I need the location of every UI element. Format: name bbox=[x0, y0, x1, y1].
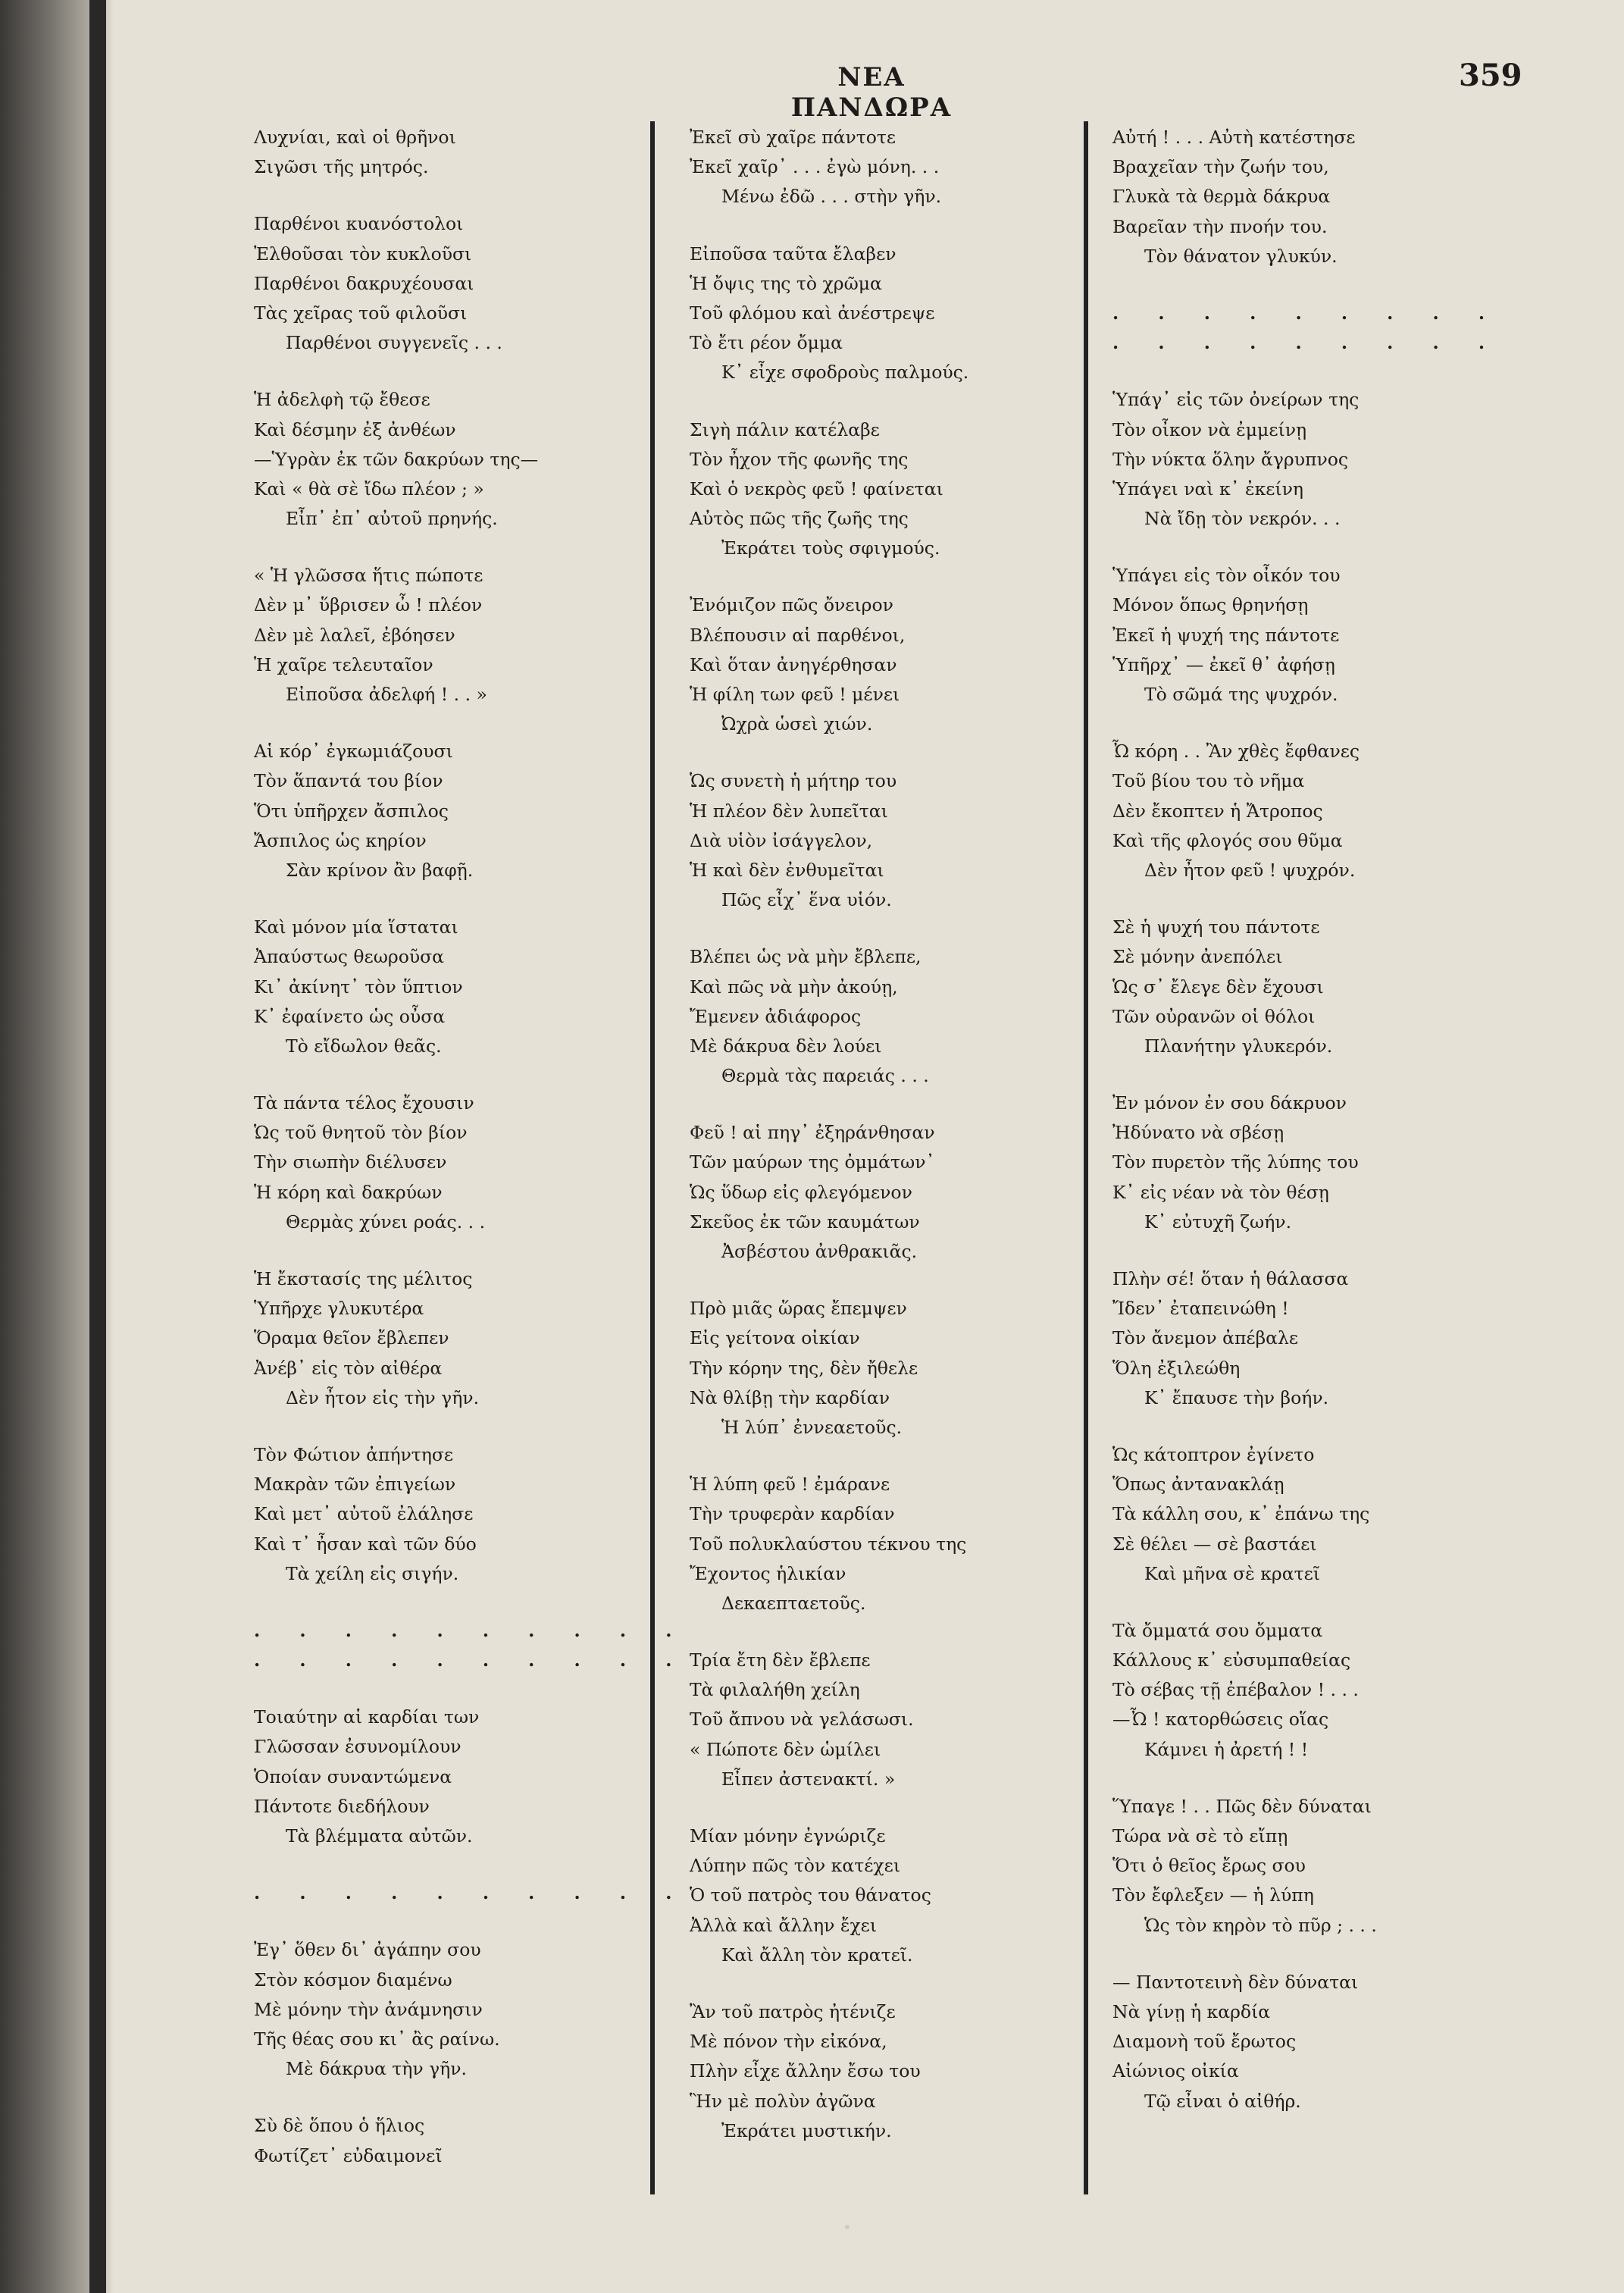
verse-line: Ὑπῆρχ᾽ — ἐκεῖ θ᾽ ἀφήσῃ bbox=[1112, 653, 1335, 675]
verse-line: Αἰώνιος οἰκία bbox=[1112, 2060, 1239, 2082]
verse-line: Καὶ « θὰ σὲ ἴδω πλέον ; » bbox=[254, 478, 484, 500]
verse-line: Σκεῦος ἐκ τῶν καυμάτων bbox=[690, 1211, 920, 1233]
verse-line: Ἀσβέστου ἀνθρακιᾶς. bbox=[721, 1241, 918, 1262]
verse-line: Παρθένοι κυανόστολοι bbox=[254, 213, 464, 235]
verse-line: Φωτίζετ᾽ εὐδαιμονεῖ bbox=[254, 2144, 443, 2166]
verse-line: Ἴδεν᾽ ἐταπεινώθη ! bbox=[1112, 1298, 1289, 1320]
stanza bbox=[690, 1822, 1114, 1970]
page-title: ΝΕΑ ΠΑΝΔΩΡΑ bbox=[790, 62, 953, 123]
verse-line: Τὸ εἴδωλον θεᾶς. bbox=[286, 1035, 442, 1057]
verse-line: Ἐκεῖ χαῖρ᾽ . . . ἐγὼ μόνη. . . bbox=[690, 156, 940, 178]
verse-line: Δεκαεπταετοῦς. bbox=[721, 1592, 866, 1614]
verse-line: Τὰ βλέμματα αὐτῶν. bbox=[286, 1825, 473, 1847]
stanza bbox=[254, 1264, 678, 1413]
verse-line: Ὅλη ἐξιλεώθη bbox=[1112, 1357, 1241, 1379]
verse-line: Μὲ πόνον τὴν εἰκόνα, bbox=[690, 2031, 887, 2053]
verse-line: Καὶ πῶς νὰ μὴν ἀκούῃ, bbox=[690, 976, 898, 998]
verse-line: Μὲ μόνην τὴν ἀνάμνησιν bbox=[254, 1998, 483, 2020]
verse-line: Καὶ ὅταν ἀνηγέρθησαν bbox=[690, 653, 897, 675]
verse-line: Πῶς εἶχ᾽ ἕνα υἱόν. bbox=[721, 889, 892, 911]
verse-line: Τὸν ἔφλεξεν — ἡ λύπη bbox=[1112, 1884, 1314, 1906]
stanza bbox=[690, 123, 1114, 212]
verse-line: Ὡς συνετὴ ἡ μήτηρ του bbox=[690, 770, 897, 792]
stanza bbox=[1112, 1264, 1537, 1413]
stanza bbox=[690, 1294, 1114, 1443]
poem-column-3 bbox=[1112, 123, 1537, 2144]
stanza bbox=[254, 737, 678, 885]
verse-line: Σὺ δὲ ὅπου ὁ ἥλιος bbox=[254, 2115, 425, 2137]
verse-line: Μένω ἐδῶ . . . στὴν γῆν. bbox=[721, 186, 942, 208]
verse-line: Τὸ ἔτι ρέον ὄμμα bbox=[690, 332, 843, 354]
verse-line: Ἐκεῖ ἡ ψυχή της πάντοτε bbox=[1112, 624, 1340, 646]
verse-line: Ὁποίαν συναντώμενα bbox=[254, 1765, 452, 1787]
stanza bbox=[254, 1440, 678, 1589]
verse-line: Ἡ κόρη καὶ δακρύων bbox=[254, 1181, 443, 1203]
stanza bbox=[690, 1997, 1114, 2146]
verse-line: Σὰν κρίνον ἂν βαφῇ. bbox=[286, 859, 474, 881]
stanza bbox=[690, 1646, 1114, 1794]
verse-line: Μακρὰν τῶν ἐπιγείων bbox=[254, 1474, 456, 1496]
verse-line: Εἶπεν ἀστενακτί. » bbox=[721, 1768, 896, 1790]
verse-line: Τὰ κάλλη σου, κ᾽ ἐπάνω της bbox=[1112, 1503, 1370, 1525]
verse-line: Ὠχρὰ ὡσεὶ χιών. bbox=[721, 713, 873, 735]
verse-line: Κ᾽ ἐφαίνετο ὡς οὖσα bbox=[254, 1005, 446, 1027]
verse-line: Ὅτι ὑπῆρχεν ἄσπιλος bbox=[254, 800, 449, 822]
verse-line: Τὰ φιλαλήθη χείλη bbox=[690, 1679, 860, 1701]
verse-line: Ἡ πλέον δὲν λυπεῖται bbox=[690, 800, 888, 822]
verse-line: Δὲν ἔκοπτεν ἡ Ἄτροπος bbox=[1112, 800, 1323, 822]
verse-line: Εἶπ᾽ ἐπ᾽ αὐτοῦ πρηνής. bbox=[286, 508, 498, 530]
verse-line: Κι᾽ ἀκίνητ᾽ τὸν ὕπτιον bbox=[254, 976, 463, 998]
verse-line: Ὅπως ἀντανακλάῃ bbox=[1112, 1474, 1284, 1496]
verse-line: Ἐκράτει τοὺς σφιγμούς. bbox=[721, 537, 940, 559]
verse-line: Κ᾽ εἶχε σφοδροὺς παλμούς. bbox=[721, 362, 969, 384]
verse-line: Καὶ τ᾽ ἦσαν καὶ τῶν δύο bbox=[254, 1533, 477, 1555]
stanza bbox=[254, 385, 678, 534]
verse-line: « Πώποτε δὲν ὡμίλει bbox=[690, 1738, 881, 1760]
verse-line: Τὸ σέβας τῇ ἐπέβαλον ! . . . bbox=[1112, 1679, 1359, 1701]
verse-line: Ἐκράτει μυστικήν. bbox=[721, 2119, 892, 2141]
stanza bbox=[254, 1935, 678, 2084]
verse-line: — Παντοτεινὴ δὲν δύναται bbox=[1112, 1971, 1359, 1993]
verse-line: Λυχνίαι, καὶ οἱ θρῆνοι bbox=[254, 127, 456, 148]
verse-line: Αὐτὸς πῶς τῆς ζωῆς της bbox=[690, 508, 909, 530]
verse-line: Καὶ μετ᾽ αὐτοῦ ἐλάλησε bbox=[254, 1503, 474, 1525]
verse-line: Αὐτή ! . . . Αὐτὴ κατέστησε bbox=[1112, 127, 1356, 148]
verse-line: Νὰ ἴδῃ τὸν νεκρόν. . . bbox=[1144, 508, 1341, 530]
verse-line: Τῶν οὐρανῶν οἱ θόλοι bbox=[1112, 1005, 1316, 1027]
stanza bbox=[690, 942, 1114, 1091]
verse-line: Μίαν μόνην ἐγνώριζε bbox=[690, 1825, 886, 1847]
stanza bbox=[1112, 737, 1537, 885]
verse-line: —Ὑγρὰν ἐκ τῶν δακρύων της— bbox=[254, 448, 539, 470]
stanza bbox=[1112, 1616, 1537, 1765]
verse-line: Τὸ σῶμά της ψυχρόν. bbox=[1144, 684, 1338, 705]
verse-line: Ὁ τοῦ πατρὸς του θάνατος bbox=[690, 1884, 931, 1906]
stanza bbox=[1112, 385, 1537, 534]
verse-line: Σὲ μόνην ἀνεπόλει bbox=[1112, 946, 1283, 968]
verse-line: Ἐνόμιζον πῶς ὄνειρον bbox=[690, 594, 893, 616]
stanza bbox=[1112, 561, 1537, 710]
verse-line: Εἰποῦσα ἀδελφή ! . . » bbox=[286, 684, 487, 705]
verse-line: Λύπην πῶς τὸν κατέχει bbox=[690, 1855, 901, 1877]
stanza bbox=[690, 1470, 1114, 1618]
verse-line: Κάμνει ἡ ἀρετή ! ! bbox=[1144, 1738, 1309, 1760]
dot-row: . . . . . . . . . . bbox=[254, 1882, 689, 1904]
verse-line: Ἠδύνατο νὰ σβέσῃ bbox=[1112, 1122, 1284, 1144]
verse-line: Κ᾽ ἔπαυσε τὴν βοήν. bbox=[1144, 1386, 1329, 1408]
dot-row: . . . . . . . . . . bbox=[254, 1619, 689, 1641]
verse-line: Πλὴν σέ! ὅταν ἡ θάλασσα bbox=[1112, 1268, 1349, 1289]
verse-line: Ὕπαγε ! . . Πῶς δὲν δύναται bbox=[1112, 1795, 1372, 1817]
stanza bbox=[254, 209, 678, 358]
stanza bbox=[1112, 1792, 1537, 1941]
verse-line: Διαμονὴ τοῦ ἔρωτος bbox=[1112, 2031, 1297, 2053]
verse-line: Αἱ κόρ᾽ ἐγκωμιάζουσι bbox=[254, 741, 453, 763]
verse-line: Παρθένοι δακρυχέουσαι bbox=[254, 272, 474, 294]
verse-line: Ἡ ὄψις της τὸ χρῶμα bbox=[690, 272, 882, 294]
stanza bbox=[690, 590, 1114, 739]
verse-line: Ἀνέβ᾽ εἰς τὸν αἰθέρα bbox=[254, 1357, 443, 1379]
verse-line: Εἰποῦσα ταῦτα ἔλαβεν bbox=[690, 243, 896, 265]
verse-line: Κ᾽ εἰς νέαν νὰ τὸν θέσῃ bbox=[1112, 1181, 1329, 1203]
ink-speck bbox=[803, 188, 806, 191]
verse-line: Τρία ἔτη δὲν ἔβλεπε bbox=[690, 1649, 871, 1671]
verse-line: Ὅτι ὁ θεῖος ἔρως σου bbox=[1112, 1855, 1306, 1877]
verse-line: Καὶ μῆνα σὲ κρατεῖ bbox=[1144, 1562, 1320, 1584]
verse-line: Ἡ χαῖρε τελευταῖον bbox=[254, 653, 433, 675]
verse-line: Ὑπάγει εἰς τὸν οἶκόν του bbox=[1112, 565, 1341, 587]
verse-line: Δὲν μ᾽ ὕβρισεν ὦ ! πλέον bbox=[254, 594, 483, 616]
stanza bbox=[1112, 1440, 1537, 1589]
ellipsis-separator bbox=[254, 1878, 689, 1908]
poem-column-2 bbox=[690, 123, 1114, 2173]
verse-line: Βλέπει ὡς νὰ μὴν ἔβλεπε, bbox=[690, 946, 922, 968]
verse-line: Νὰ θλίβῃ τὴν καρδίαν bbox=[690, 1386, 890, 1408]
stanza bbox=[690, 240, 1114, 388]
verse-line: Σὲ θέλει — σὲ βαστάει bbox=[1112, 1533, 1317, 1555]
verse-line: Τῷ εἶναι ὁ αἰθήρ. bbox=[1144, 2090, 1301, 2112]
verse-line: Θερμὰ τὰς παρειάς . . . bbox=[721, 1065, 929, 1087]
verse-line: Κ᾽ εὐτυχῆ ζωήν. bbox=[1144, 1211, 1292, 1233]
verse-line: Τῆς θέας σου κι᾽ ἂς ραίνω. bbox=[254, 2028, 500, 2050]
verse-line: Ἐν μόνον ἐν σου δάκρυον bbox=[1112, 1092, 1347, 1114]
stanza bbox=[1112, 1968, 1537, 2116]
verse-line: Τὸν οἶκον νὰ ἐμμείνῃ bbox=[1112, 418, 1307, 440]
verse-line: Ἀπαύστως θεωροῦσα bbox=[254, 946, 445, 968]
stanza bbox=[690, 415, 1114, 564]
verse-line: Πλανήτην γλυκερόν. bbox=[1144, 1035, 1333, 1057]
verse-line: Τὰ ὄμματά σου ὄμματα bbox=[1112, 1619, 1323, 1641]
verse-line: Θερμὰς χύνει ροάς. . . bbox=[286, 1211, 486, 1233]
verse-line: Ὑπῆρχε γλυκυτέρα bbox=[254, 1298, 424, 1320]
verse-line: Τὰ πάντα τέλος ἔχουσιν bbox=[254, 1092, 474, 1114]
verse-line: « Ἡ γλῶσσα ἥτις πώποτε bbox=[254, 565, 483, 587]
verse-line: Ἂν τοῦ πατρὸς ἠτένιζε bbox=[690, 2000, 896, 2022]
verse-line: Τὴν κόρην της, δὲν ἤθελε bbox=[690, 1357, 918, 1379]
page-number: 359 bbox=[1459, 58, 1522, 93]
verse-line: Τοιαύτην αἱ καρδίαι των bbox=[254, 1706, 480, 1728]
stanza bbox=[254, 561, 678, 710]
verse-line: Ὑπάγει ναὶ κ᾽ ἐκείνη bbox=[1112, 478, 1304, 500]
verse-line: Νὰ γίνῃ ἡ καρδία bbox=[1112, 2000, 1271, 2022]
verse-line: Τῶν μαύρων της ὀμμάτων᾽ bbox=[690, 1151, 935, 1173]
verse-line: Ὡς τὸν κηρὸν τὸ πῦρ ; . . . bbox=[1144, 1914, 1377, 1936]
verse-line: Τὸν ἅπαντά του βίον bbox=[254, 770, 443, 792]
verse-line: Πλὴν εἶχε ἄλλην ἔσω του bbox=[690, 2060, 921, 2082]
verse-line: Τὰ χείλη εἰς σιγήν. bbox=[286, 1562, 459, 1584]
verse-line: Τώρα νὰ σὲ τὸ εἴπῃ bbox=[1112, 1825, 1288, 1847]
book-spine bbox=[89, 0, 106, 2293]
verse-line: Διὰ υἱὸν ἰσάγγελον, bbox=[690, 829, 873, 851]
verse-line: Καὶ ὁ νεκρὸς φεῦ ! φαίνεται bbox=[690, 478, 943, 500]
stanza bbox=[254, 123, 678, 182]
verse-line: Ἡ λύπη φεῦ ! ἐμάρανε bbox=[690, 1474, 890, 1496]
stanza bbox=[254, 1089, 678, 1237]
verse-line: Πάντοτε διεδήλουν bbox=[254, 1795, 430, 1817]
verse-line: Τὸν πυρετὸν τῆς λύπης του bbox=[1112, 1151, 1359, 1173]
dot-row: . . . . . . . . . . bbox=[254, 1649, 689, 1671]
verse-line: Ἀλλὰ καὶ ἄλλην ἔχει bbox=[690, 1914, 878, 1936]
verse-line: Βραχεῖαν τὴν ζωήν του, bbox=[1112, 156, 1329, 178]
poem-column-1 bbox=[254, 123, 689, 2198]
verse-line: Τὴν νύκτα ὅλην ἄγρυπνος bbox=[1112, 448, 1349, 470]
verse-line: Ἐγ᾽ ὅθεν δι᾽ ἀγάπην σου bbox=[254, 1939, 481, 1961]
verse-line: Τὸν ἦχον τῆς φωνῆς της bbox=[690, 448, 909, 470]
verse-line: Ὡς σ᾽ ἔλεγε δὲν ἔχουσι bbox=[1112, 976, 1324, 998]
verse-line: Ὡς τοῦ θνητοῦ τὸν βίον bbox=[254, 1122, 468, 1144]
verse-line: Σιγὴ πάλιν κατέλαβε bbox=[690, 418, 880, 440]
verse-line: Μὲ δάκρυα τὴν γῆν. bbox=[286, 2058, 468, 2080]
stanza bbox=[690, 1118, 1114, 1267]
verse-line: Καὶ μόνον μία ἵσταται bbox=[254, 916, 458, 938]
verse-line: Ἐκεῖ σὺ χαῖρε πάντοτε bbox=[690, 127, 896, 148]
verse-line: Καὶ ἄλλη τὸν κρατεῖ. bbox=[721, 1944, 913, 1966]
verse-line: Ἡ λύπ᾽ ἐννεαετοῦς. bbox=[721, 1416, 903, 1438]
verse-line: Τοῦ ἄπνου νὰ γελάσωσι. bbox=[690, 1709, 914, 1731]
ellipsis-separator bbox=[254, 1616, 689, 1675]
verse-line: Κάλλους κ᾽ εὐσυμπαθείας bbox=[1112, 1649, 1351, 1671]
stanza bbox=[1112, 123, 1537, 271]
verse-line: Ἔμενεν ἀδιάφορος bbox=[690, 1005, 862, 1027]
stanza bbox=[254, 913, 678, 1061]
verse-line: Τὴν σιωπὴν διέλυσεν bbox=[254, 1151, 447, 1173]
verse-line: Ὡς ὕδωρ εἰς φλεγόμενον bbox=[690, 1181, 912, 1203]
verse-line: Στὸν κόσμον διαμένω bbox=[254, 1969, 452, 1991]
verse-line: Ὑπάγ᾽ εἰς τῶν ὀνείρων της bbox=[1112, 389, 1360, 411]
verse-line: Τὸν θάνατον γλυκύν. bbox=[1144, 245, 1338, 267]
verse-line: Ἣν μὲ πολὺν ἀγῶνα bbox=[690, 2090, 876, 2112]
verse-line: Δὲν ἦτον εἰς τὴν γῆν. bbox=[286, 1386, 480, 1408]
verse-line: Καὶ τῆς φλογός σου θῦμα bbox=[1112, 829, 1343, 851]
ellipsis-separator bbox=[1112, 299, 1537, 358]
verse-line: Σὲ ἡ ψυχή του πάντοτε bbox=[1112, 916, 1320, 938]
verse-line: Σιγῶσι τῆς μητρός. bbox=[254, 156, 429, 178]
verse-line: Φεῦ ! αἱ πηγ᾽ ἐξηράνθησαν bbox=[690, 1122, 935, 1144]
stanza bbox=[1112, 1089, 1537, 1237]
verse-line: Ἄσπιλος ὡς κηρίον bbox=[254, 829, 427, 851]
verse-line: Γλῶσσαν ἐσυνομίλουν bbox=[254, 1736, 462, 1758]
stanza bbox=[254, 1703, 678, 1851]
verse-line: Ἐλθοῦσαι τὸν κυκλοῦσι bbox=[254, 243, 472, 265]
verse-line: Πρὸ μιᾶς ὥρας ἔπεμψεν bbox=[690, 1298, 907, 1320]
verse-line: Ὡς κάτοπτρον ἐγίνετο bbox=[1112, 1443, 1315, 1465]
verse-line: Μὲ δάκρυα δὲν λούει bbox=[690, 1035, 882, 1057]
verse-line: Βλέπουσιν αἱ παρθένοι, bbox=[690, 624, 906, 646]
ink-speck bbox=[845, 2225, 850, 2229]
stanza bbox=[690, 766, 1114, 915]
verse-line: Ὅραμα θεῖον ἔβλεπεν bbox=[254, 1327, 449, 1349]
verse-line: Ἔχοντος ἡλικίαν bbox=[690, 1562, 846, 1584]
verse-line: Βαρεῖαν τὴν πνοήν του. bbox=[1112, 215, 1328, 237]
verse-line: Τοῦ φλόμου καὶ ἀνέστρεψε bbox=[690, 302, 935, 324]
verse-line: Ἡ ἔκστασίς της μέλιτος bbox=[254, 1268, 473, 1289]
verse-line: Δὲν μὲ λαλεῖ, ἐβόησεν bbox=[254, 624, 455, 646]
verse-line: Ἡ καὶ δὲν ἐνθυμεῖται bbox=[690, 859, 884, 881]
verse-line: —Ὦ ! κατορθώσεις οἵας bbox=[1112, 1709, 1329, 1731]
verse-line: Τὴν τρυφερὰν καρδίαν bbox=[690, 1503, 895, 1525]
verse-line: Τὸν ἄνεμον ἀπέβαλε bbox=[1112, 1327, 1299, 1349]
verse-line: Τὸν Φώτιον ἀπήντησε bbox=[254, 1443, 454, 1465]
verse-line: Τὰς χεῖρας τοῦ φιλοῦσι bbox=[254, 302, 468, 324]
verse-line: Παρθένοι συγγενεῖς . . . bbox=[286, 332, 502, 354]
dot-row: . . . . . . . . . bbox=[1112, 332, 1502, 354]
verse-line: Ὦ κόρη . . Ἂν χθὲς ἔφθανες bbox=[1112, 741, 1360, 763]
verse-line: Ἡ φίλη των φεῦ ! μένει bbox=[690, 684, 900, 705]
verse-line: Δὲν ἦτον φεῦ ! ψυχρόν. bbox=[1144, 859, 1356, 881]
verse-line: Εἰς γείτονα οἰκίαν bbox=[690, 1327, 860, 1349]
verse-line: Μόνον ὅπως θρηνήσῃ bbox=[1112, 594, 1309, 616]
verse-line: Καὶ δέσμην ἐξ ἀνθέων bbox=[254, 418, 456, 440]
stanza bbox=[254, 2111, 678, 2170]
verse-line: Τοῦ πολυκλαύστου τέκνου της bbox=[690, 1533, 967, 1555]
stanza bbox=[1112, 913, 1537, 1061]
verse-line: Γλυκὰ τὰ θερμὰ δάκρυα bbox=[1112, 186, 1331, 208]
verse-line: Ἡ ἀδελφὴ τῷ ἔθεσε bbox=[254, 389, 430, 411]
verse-line: Τοῦ βίου του τὸ νῆμα bbox=[1112, 770, 1305, 792]
dot-row: . . . . . . . . . bbox=[1112, 302, 1502, 324]
